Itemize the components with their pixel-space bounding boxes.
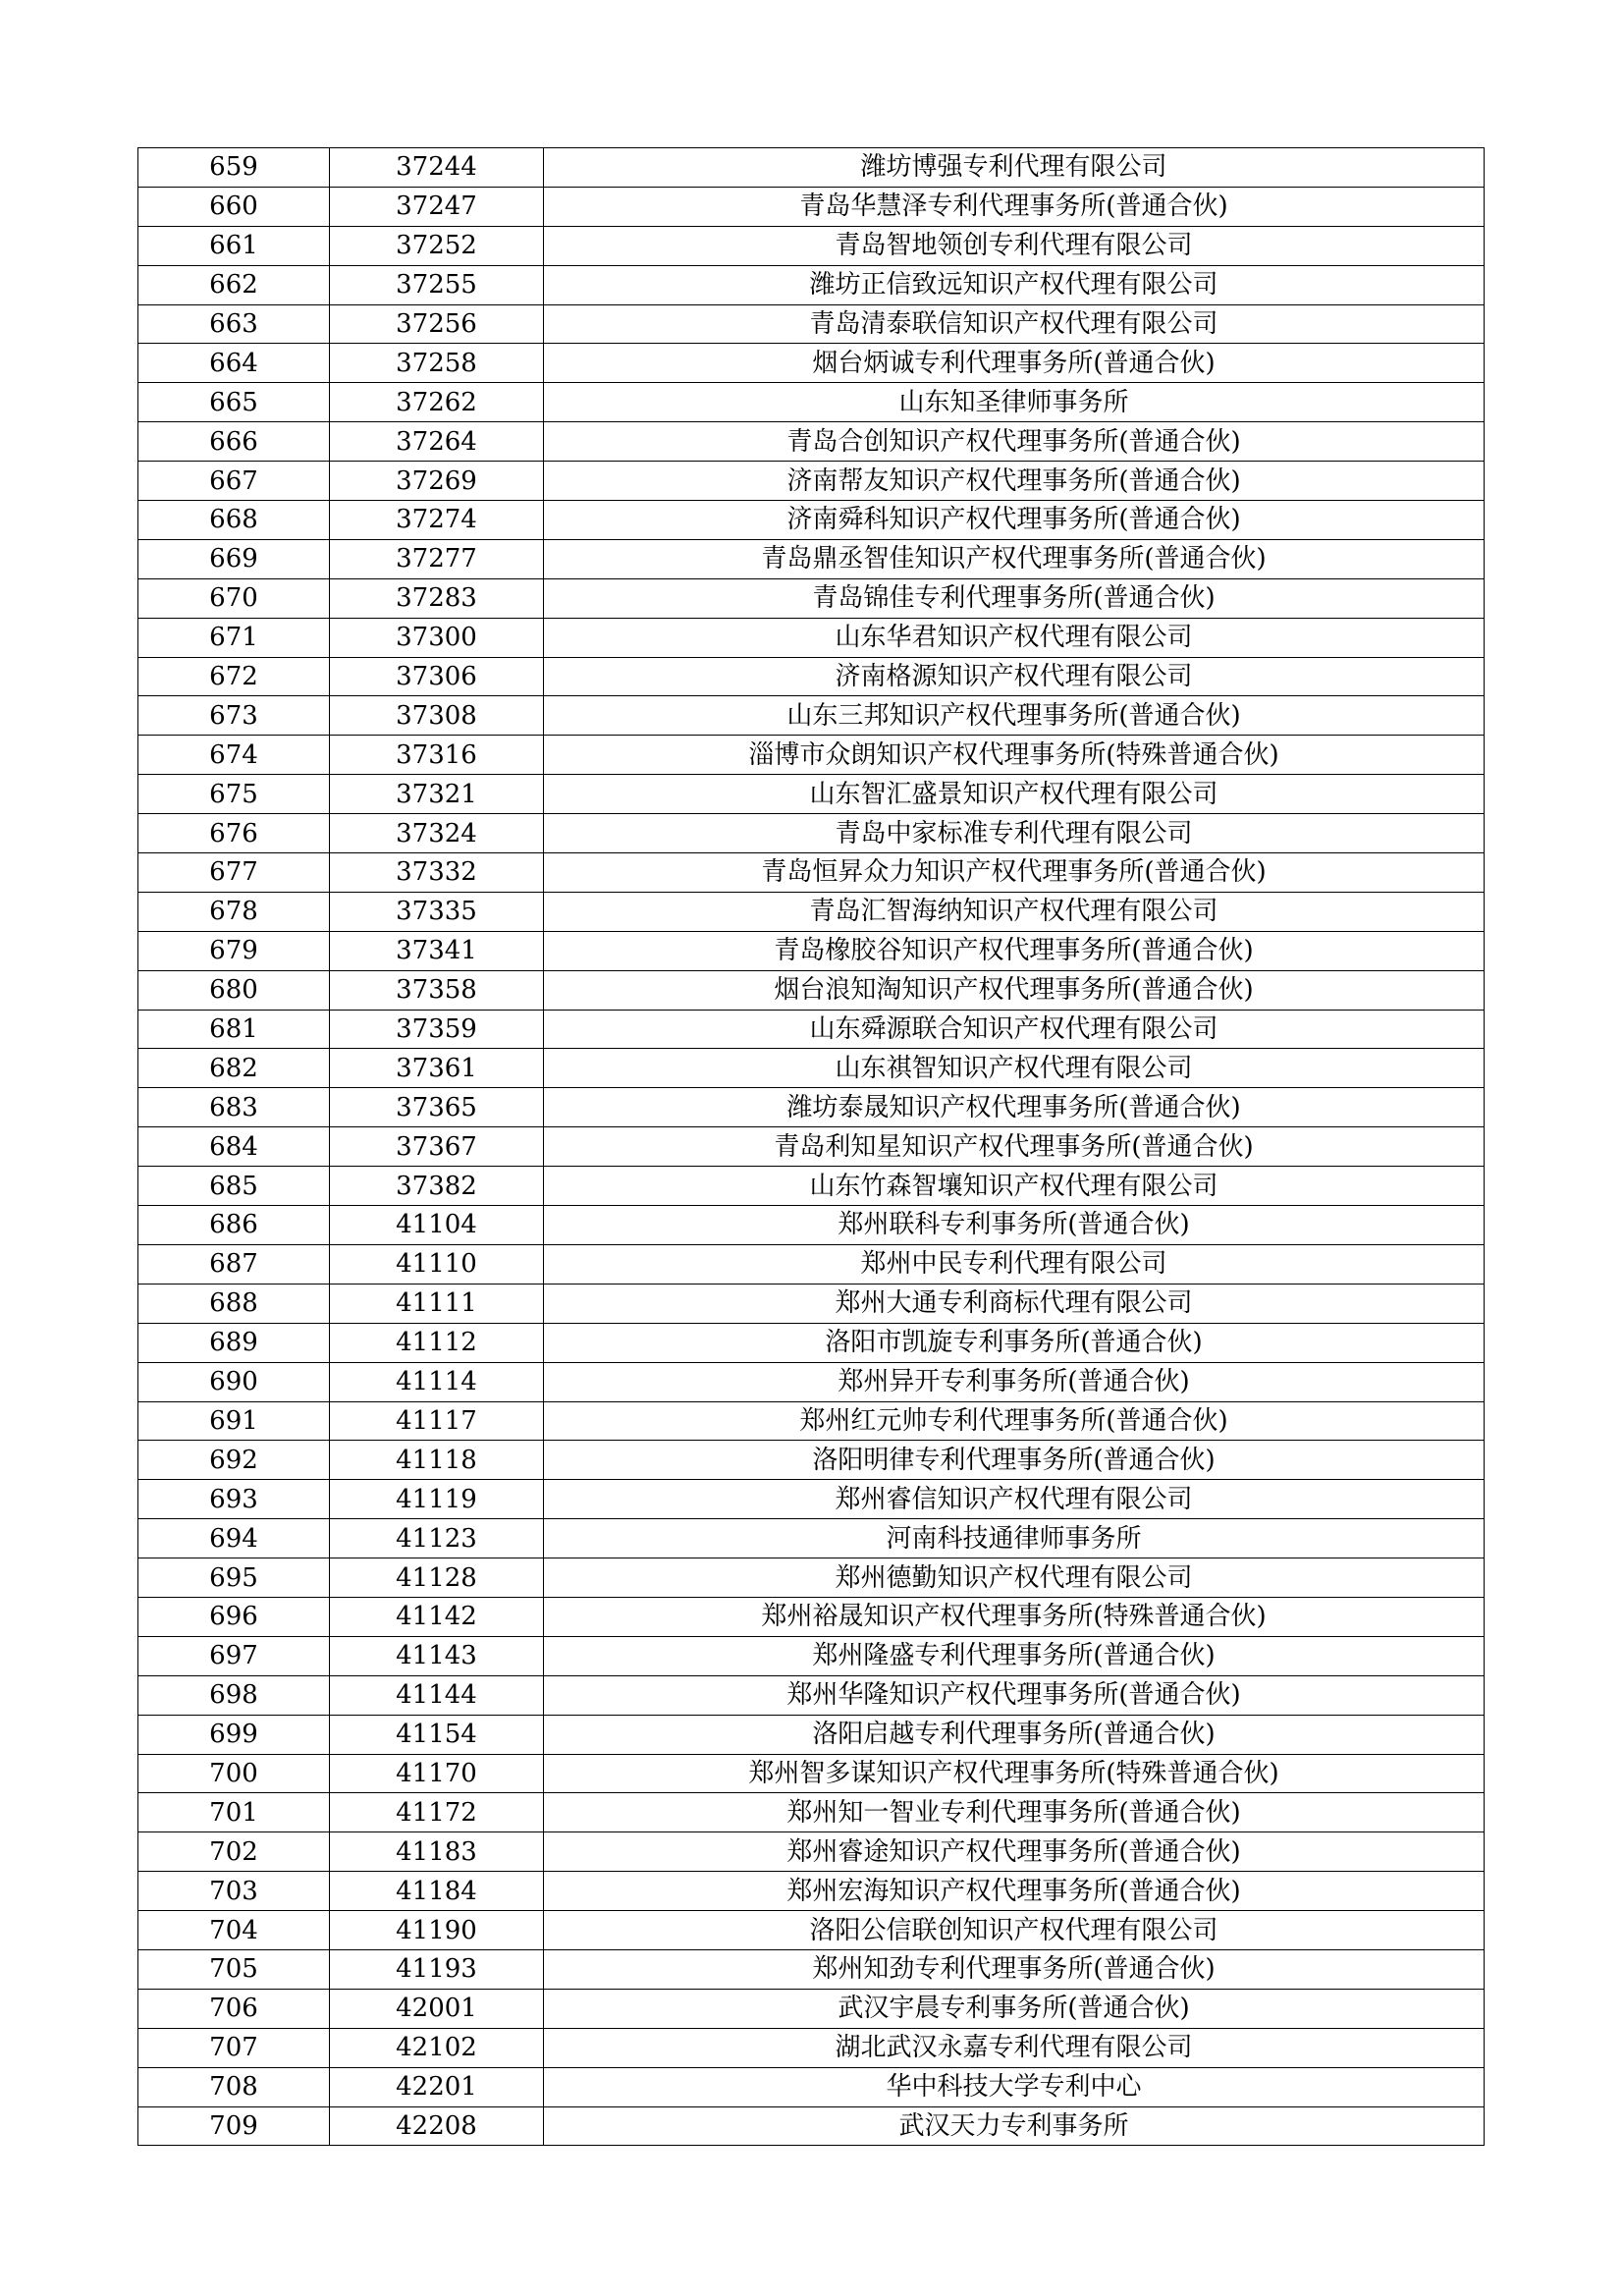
table-row (138, 931, 1485, 970)
row-number-cell: 681 (138, 1010, 330, 1049)
agency-name-cell: 青岛合创知识产权代理事务所(普通合伙) (544, 422, 1485, 462)
table-row (138, 422, 1485, 462)
row-number-cell: 705 (138, 1949, 330, 1989)
agency-code-cell: 37255 (330, 265, 544, 304)
agency-code-cell: 37247 (330, 187, 544, 226)
agency-code-cell: 37300 (330, 618, 544, 657)
row-number-cell: 702 (138, 1832, 330, 1872)
agency-name-cell: 华中科技大学专利中心 (544, 2067, 1485, 2106)
table-row (138, 501, 1485, 540)
agency-name-cell: 烟台浪知淘知识产权代理事务所(普通合伙) (544, 970, 1485, 1010)
agency-name-cell: 山东舜源联合知识产权代理有限公司 (544, 1010, 1485, 1049)
row-number-cell: 662 (138, 265, 330, 304)
agency-code-cell: 37269 (330, 462, 544, 501)
table-row (138, 148, 1485, 188)
row-number-cell: 674 (138, 736, 330, 775)
table-row (138, 2067, 1485, 2106)
agency-name-cell: 青岛中家标准专利代理有限公司 (544, 814, 1485, 853)
agency-code-cell: 41110 (330, 1244, 544, 1284)
agency-name-cell: 山东智汇盛景知识产权代理有限公司 (544, 775, 1485, 814)
table-row (138, 970, 1485, 1010)
row-number-cell: 668 (138, 501, 330, 540)
agency-name-cell: 山东知圣律师事务所 (544, 383, 1485, 422)
row-number-cell: 701 (138, 1793, 330, 1832)
row-number-cell: 685 (138, 1167, 330, 1206)
agency-code-cell: 37324 (330, 814, 544, 853)
row-number-cell: 671 (138, 618, 330, 657)
agency-name-cell: 郑州睿途知识产权代理事务所(普通合伙) (544, 1832, 1485, 1872)
table-row (138, 462, 1485, 501)
row-number-cell: 706 (138, 1989, 330, 2028)
agency-table-body (138, 148, 1485, 2146)
agency-code-cell: 41104 (330, 1206, 544, 1245)
row-number-cell: 667 (138, 462, 330, 501)
agency-name-cell: 山东祺智知识产权代理有限公司 (544, 1049, 1485, 1088)
row-number-cell: 659 (138, 148, 330, 188)
table-row (138, 1519, 1485, 1558)
agency-code-cell: 37367 (330, 1127, 544, 1167)
agency-name-cell: 潍坊博强专利代理有限公司 (544, 148, 1485, 188)
row-number-cell: 661 (138, 226, 330, 265)
agency-code-cell: 37277 (330, 539, 544, 578)
table-row (138, 1597, 1485, 1636)
agency-name-cell: 武汉宇晨专利事务所(普通合伙) (544, 1989, 1485, 2028)
agency-name-cell: 山东华君知识产权代理有限公司 (544, 618, 1485, 657)
agency-code-cell: 37258 (330, 344, 544, 383)
row-number-cell: 703 (138, 1872, 330, 1911)
agency-code-cell: 42201 (330, 2067, 544, 2106)
row-number-cell: 670 (138, 578, 330, 618)
agency-name-cell: 青岛利知星知识产权代理事务所(普通合伙) (544, 1127, 1485, 1167)
row-number-cell: 698 (138, 1675, 330, 1715)
agency-name-cell: 潍坊正信致远知识产权代理有限公司 (544, 265, 1485, 304)
agency-code-cell: 37332 (330, 853, 544, 893)
agency-code-cell: 37365 (330, 1088, 544, 1127)
row-number-cell: 694 (138, 1519, 330, 1558)
table-row (138, 1401, 1485, 1441)
table-row (138, 892, 1485, 931)
agency-name-cell: 郑州宏海知识产权代理事务所(普通合伙) (544, 1872, 1485, 1911)
agency-name-cell: 洛阳启越专利代理事务所(普通合伙) (544, 1715, 1485, 1754)
agency-name-cell: 郑州红元帅专利代理事务所(普通合伙) (544, 1401, 1485, 1441)
agency-name-cell: 山东三邦知识产权代理事务所(普通合伙) (544, 696, 1485, 736)
table-row (138, 1558, 1485, 1598)
row-number-cell: 678 (138, 892, 330, 931)
table-row (138, 226, 1485, 265)
table-row (138, 2106, 1485, 2146)
table-row (138, 383, 1485, 422)
row-number-cell: 691 (138, 1401, 330, 1441)
row-number-cell: 677 (138, 853, 330, 893)
agency-code-cell: 37382 (330, 1167, 544, 1206)
agency-table (137, 147, 1485, 2146)
agency-code-cell: 37358 (330, 970, 544, 1010)
row-number-cell: 700 (138, 1754, 330, 1793)
agency-name-cell: 青岛橡胶谷知识产权代理事务所(普通合伙) (544, 931, 1485, 970)
agency-code-cell: 41128 (330, 1558, 544, 1598)
agency-name-cell: 济南帮友知识产权代理事务所(普通合伙) (544, 462, 1485, 501)
agency-code-cell: 41170 (330, 1754, 544, 1793)
agency-name-cell: 郑州知一智业专利代理事务所(普通合伙) (544, 1793, 1485, 1832)
agency-name-cell: 青岛恒昇众力知识产权代理事务所(普通合伙) (544, 853, 1485, 893)
row-number-cell: 697 (138, 1636, 330, 1675)
agency-code-cell: 41111 (330, 1284, 544, 1323)
agency-code-cell: 37308 (330, 696, 544, 736)
agency-code-cell: 41123 (330, 1519, 544, 1558)
agency-name-cell: 郑州大通专利商标代理有限公司 (544, 1284, 1485, 1323)
table-row (138, 814, 1485, 853)
agency-code-cell: 37256 (330, 304, 544, 344)
row-number-cell: 684 (138, 1127, 330, 1167)
agency-code-cell: 41118 (330, 1441, 544, 1480)
row-number-cell: 693 (138, 1480, 330, 1519)
agency-code-cell: 37264 (330, 422, 544, 462)
agency-code-cell: 37262 (330, 383, 544, 422)
table-row (138, 2028, 1485, 2067)
row-number-cell: 672 (138, 657, 330, 696)
row-number-cell: 695 (138, 1558, 330, 1598)
table-row (138, 1127, 1485, 1167)
agency-name-cell: 郑州联科专利事务所(普通合伙) (544, 1206, 1485, 1245)
table-row (138, 1636, 1485, 1675)
agency-name-cell: 湖北武汉永嘉专利代理有限公司 (544, 2028, 1485, 2067)
table-row (138, 736, 1485, 775)
table-row (138, 775, 1485, 814)
agency-code-cell: 42001 (330, 1989, 544, 2028)
row-number-cell: 669 (138, 539, 330, 578)
agency-name-cell: 郑州隆盛专利代理事务所(普通合伙) (544, 1636, 1485, 1675)
row-number-cell: 682 (138, 1049, 330, 1088)
agency-code-cell: 41114 (330, 1362, 544, 1401)
agency-name-cell: 青岛鼎丞智佳知识产权代理事务所(普通合伙) (544, 539, 1485, 578)
agency-code-cell: 41183 (330, 1832, 544, 1872)
table-row (138, 1284, 1485, 1323)
agency-name-cell: 济南格源知识产权代理有限公司 (544, 657, 1485, 696)
agency-code-cell: 37244 (330, 148, 544, 188)
row-number-cell: 699 (138, 1715, 330, 1754)
agency-name-cell: 武汉天力专利事务所 (544, 2106, 1485, 2146)
table-row (138, 1244, 1485, 1284)
row-number-cell: 708 (138, 2067, 330, 2106)
row-number-cell: 696 (138, 1597, 330, 1636)
table-row (138, 1362, 1485, 1401)
agency-code-cell: 37316 (330, 736, 544, 775)
agency-code-cell: 37283 (330, 578, 544, 618)
agency-code-cell: 41154 (330, 1715, 544, 1754)
agency-code-cell: 37359 (330, 1010, 544, 1049)
table-row (138, 657, 1485, 696)
agency-code-cell: 37252 (330, 226, 544, 265)
row-number-cell: 679 (138, 931, 330, 970)
agency-name-cell: 郑州睿信知识产权代理有限公司 (544, 1480, 1485, 1519)
agency-code-cell: 41193 (330, 1949, 544, 1989)
table-row (138, 187, 1485, 226)
agency-name-cell: 郑州知劲专利代理事务所(普通合伙) (544, 1949, 1485, 1989)
agency-name-cell: 郑州智多谋知识产权代理事务所(特殊普通合伙) (544, 1754, 1485, 1793)
agency-code-cell: 42208 (330, 2106, 544, 2146)
agency-name-cell: 淄博市众朗知识产权代理事务所(特殊普通合伙) (544, 736, 1485, 775)
table-row (138, 1832, 1485, 1872)
agency-code-cell: 41190 (330, 1911, 544, 1950)
table-row (138, 304, 1485, 344)
row-number-cell: 709 (138, 2106, 330, 2146)
table-row (138, 1949, 1485, 1989)
row-number-cell: 675 (138, 775, 330, 814)
row-number-cell: 673 (138, 696, 330, 736)
agency-code-cell: 37341 (330, 931, 544, 970)
agency-name-cell: 洛阳公信联创知识产权代理有限公司 (544, 1911, 1485, 1950)
agency-name-cell: 山东竹森智壤知识产权代理有限公司 (544, 1167, 1485, 1206)
agency-name-cell: 青岛华慧泽专利代理事务所(普通合伙) (544, 187, 1485, 226)
table-row (138, 539, 1485, 578)
agency-name-cell: 青岛锦佳专利代理事务所(普通合伙) (544, 578, 1485, 618)
agency-name-cell: 洛阳明律专利代理事务所(普通合伙) (544, 1441, 1485, 1480)
table-row (138, 1323, 1485, 1362)
agency-name-cell: 郑州中民专利代理有限公司 (544, 1244, 1485, 1284)
table-row (138, 1872, 1485, 1911)
table-row (138, 265, 1485, 304)
agency-name-cell: 洛阳市凯旋专利事务所(普通合伙) (544, 1323, 1485, 1362)
agency-name-cell: 郑州华隆知识产权代理事务所(普通合伙) (544, 1675, 1485, 1715)
agency-code-cell: 41143 (330, 1636, 544, 1675)
agency-name-cell: 郑州异开专利事务所(普通合伙) (544, 1362, 1485, 1401)
row-number-cell: 683 (138, 1088, 330, 1127)
row-number-cell: 707 (138, 2028, 330, 2067)
agency-name-cell: 青岛汇智海纳知识产权代理有限公司 (544, 892, 1485, 931)
agency-name-cell: 青岛清泰联信知识产权代理有限公司 (544, 304, 1485, 344)
agency-code-cell: 37321 (330, 775, 544, 814)
agency-code-cell: 37335 (330, 892, 544, 931)
table-row (138, 1989, 1485, 2028)
table-row (138, 1715, 1485, 1754)
table-row (138, 1167, 1485, 1206)
agency-name-cell: 潍坊泰晟知识产权代理事务所(普通合伙) (544, 1088, 1485, 1127)
table-row (138, 578, 1485, 618)
agency-name-cell: 郑州德勤知识产权代理有限公司 (544, 1558, 1485, 1598)
table-row (138, 344, 1485, 383)
table-row (138, 696, 1485, 736)
row-number-cell: 690 (138, 1362, 330, 1401)
row-number-cell: 704 (138, 1911, 330, 1950)
agency-code-cell: 37306 (330, 657, 544, 696)
table-row (138, 1010, 1485, 1049)
agency-code-cell: 41142 (330, 1597, 544, 1636)
row-number-cell: 688 (138, 1284, 330, 1323)
row-number-cell: 664 (138, 344, 330, 383)
table-row (138, 1793, 1485, 1832)
agency-code-cell: 41112 (330, 1323, 544, 1362)
table-row (138, 1911, 1485, 1950)
row-number-cell: 663 (138, 304, 330, 344)
agency-code-cell: 41184 (330, 1872, 544, 1911)
agency-name-cell: 郑州裕晟知识产权代理事务所(特殊普通合伙) (544, 1597, 1485, 1636)
row-number-cell: 687 (138, 1244, 330, 1284)
agency-code-cell: 37361 (330, 1049, 544, 1088)
row-number-cell: 692 (138, 1441, 330, 1480)
row-number-cell: 680 (138, 970, 330, 1010)
table-row (138, 1049, 1485, 1088)
table-row (138, 1441, 1485, 1480)
table-row (138, 1088, 1485, 1127)
agency-code-cell: 41119 (330, 1480, 544, 1519)
agency-name-cell: 烟台炳诚专利代理事务所(普通合伙) (544, 344, 1485, 383)
table-row (138, 853, 1485, 893)
agency-code-cell: 41144 (330, 1675, 544, 1715)
agency-code-cell: 42102 (330, 2028, 544, 2067)
agency-code-cell: 41117 (330, 1401, 544, 1441)
agency-name-cell: 河南科技通律师事务所 (544, 1519, 1485, 1558)
table-row (138, 1206, 1485, 1245)
table-row (138, 1480, 1485, 1519)
agency-code-cell: 37274 (330, 501, 544, 540)
row-number-cell: 660 (138, 187, 330, 226)
row-number-cell: 665 (138, 383, 330, 422)
table-row (138, 1675, 1485, 1715)
row-number-cell: 676 (138, 814, 330, 853)
agency-name-cell: 青岛智地领创专利代理有限公司 (544, 226, 1485, 265)
row-number-cell: 686 (138, 1206, 330, 1245)
agency-name-cell: 济南舜科知识产权代理事务所(普通合伙) (544, 501, 1485, 540)
row-number-cell: 689 (138, 1323, 330, 1362)
table-row (138, 1754, 1485, 1793)
table-row (138, 618, 1485, 657)
row-number-cell: 666 (138, 422, 330, 462)
agency-code-cell: 41172 (330, 1793, 544, 1832)
